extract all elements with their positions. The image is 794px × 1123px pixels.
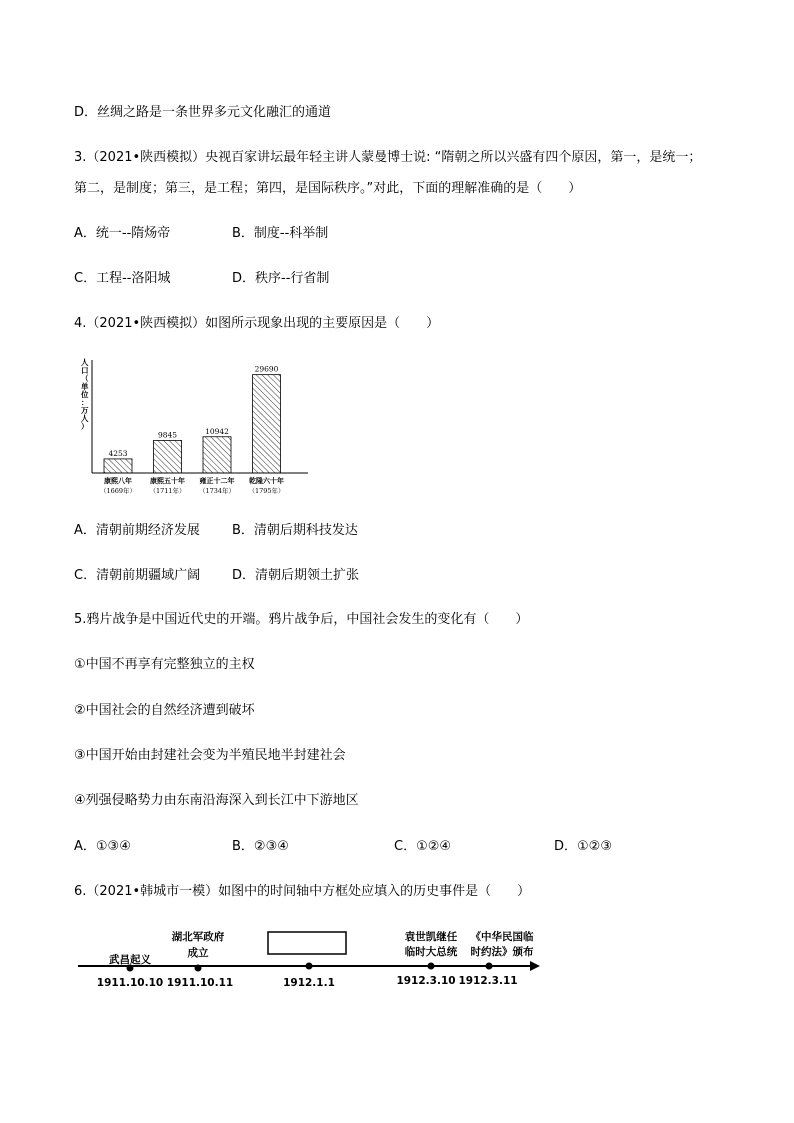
blank-answer-box	[268, 932, 346, 954]
event-wuchang-uprising: 武昌起义	[109, 954, 151, 966]
q5-item-3: ③中国开始由封建社会变为半殖民地半封建社会	[74, 748, 346, 763]
q3-option-c: C．工程--洛阳城	[74, 271, 171, 286]
timeline-node-3	[306, 963, 313, 970]
bar-value-label-1: 4253	[108, 448, 128, 458]
q3-stem-line2: 第二，是制度；第三，是工程；第四，是国际秩序。”对此，下面的理解准确的是（ ）	[74, 181, 582, 196]
date-4: 1912.3.10	[396, 975, 456, 987]
date-2: 1911.10.11	[166, 977, 234, 989]
category-label-1: 康熙八年	[104, 476, 132, 485]
q2-option-d: D．丝绸之路是一条世界多元文化融汇的通道	[74, 105, 332, 120]
population-bar-chart	[72, 355, 312, 500]
bar-value-label-4: 29690	[254, 364, 279, 374]
event-hubei-govt-line2: 成立	[187, 947, 209, 959]
timeline-arrow	[530, 961, 540, 971]
q3-stem-line1: 3.（2021•陕西模拟）央视百家讲坛最年轻主讲人蒙曼博士说: “隋朝之所以兴盛有四个原因，第一，是统一；	[74, 150, 702, 165]
date-3: 1912.1.1	[283, 977, 335, 989]
q3-option-b: B．制度--科举制	[232, 226, 329, 241]
timeline-node-2	[195, 965, 202, 972]
event-constitution-line1: 《中华民国临	[470, 931, 534, 943]
category-label-4: 乾隆六十年	[249, 476, 284, 485]
q6-stem: 6.（2021•韩城市一模）如图中的时间轴中方框处应填入的历史事件是（ ）	[74, 884, 531, 899]
bar-3	[203, 437, 231, 473]
category-year-3: （1734年）	[198, 487, 236, 495]
event-yuan-line2: 临时大总统	[404, 946, 458, 958]
category-label-3: 雍正十二年	[199, 476, 235, 485]
q5-option-a: A．①③④	[74, 839, 131, 854]
category-year-1: （1669年）	[99, 487, 137, 495]
q4-option-c: C．清朝前期疆域广阔	[74, 568, 201, 583]
event-yuan-line1: 袁世凯继任	[404, 931, 458, 943]
q5-item-4: ④列强侵略势力由东南沿海深入到长江中下游地区	[74, 793, 359, 808]
timeline-figure	[70, 920, 550, 1000]
q4-option-b: B．清朝后期科技发达	[232, 523, 358, 538]
q4-option-d: D．清朝后期领土扩张	[232, 568, 360, 583]
q5-option-d: D．①②③	[554, 839, 612, 854]
q5-option-c: C．①②④	[394, 839, 452, 854]
timeline-node-5	[486, 963, 493, 970]
bar-4	[253, 375, 281, 473]
category-year-2: （1711年）	[149, 487, 186, 495]
q5-item-2: ②中国社会的自然经济遭到破坏	[74, 703, 255, 718]
date-1: 1911.10.10	[96, 977, 164, 989]
date-5: 1912.3.11	[458, 975, 518, 987]
q5-stem: 5.鸦片战争是中国近代史的开端。鸦片战争后，中国社会发生的变化有（ ）	[74, 612, 529, 627]
q5-item-1: ①中国不再享有完整独立的主权	[74, 657, 255, 672]
timeline-node-4	[428, 963, 435, 970]
bar-2	[154, 440, 182, 473]
bar-value-label-3: 10942	[205, 426, 229, 436]
q5-option-b: B．②③④	[232, 839, 289, 854]
y-axis-label: 人口（单位：万人）	[81, 358, 89, 431]
bar-value-label-2: 9845	[157, 430, 178, 440]
q4-option-a: A．清朝前期经济发展	[74, 523, 200, 538]
category-year-4: （1795年）	[248, 487, 285, 495]
q4-stem: 4.（2021•陕西模拟）如图所示现象出现的主要原因是（ ）	[74, 316, 440, 331]
q3-option-a: A．统一--隋炀帝	[74, 226, 171, 241]
bar-1	[104, 459, 132, 473]
category-label-2: 康熙五十年	[150, 476, 185, 485]
q3-option-d: D．秩序--行省制	[232, 271, 330, 286]
event-constitution-line2: 时约法》颁布	[470, 946, 534, 958]
event-hubei-govt-line1: 湖北军政府	[171, 931, 225, 943]
